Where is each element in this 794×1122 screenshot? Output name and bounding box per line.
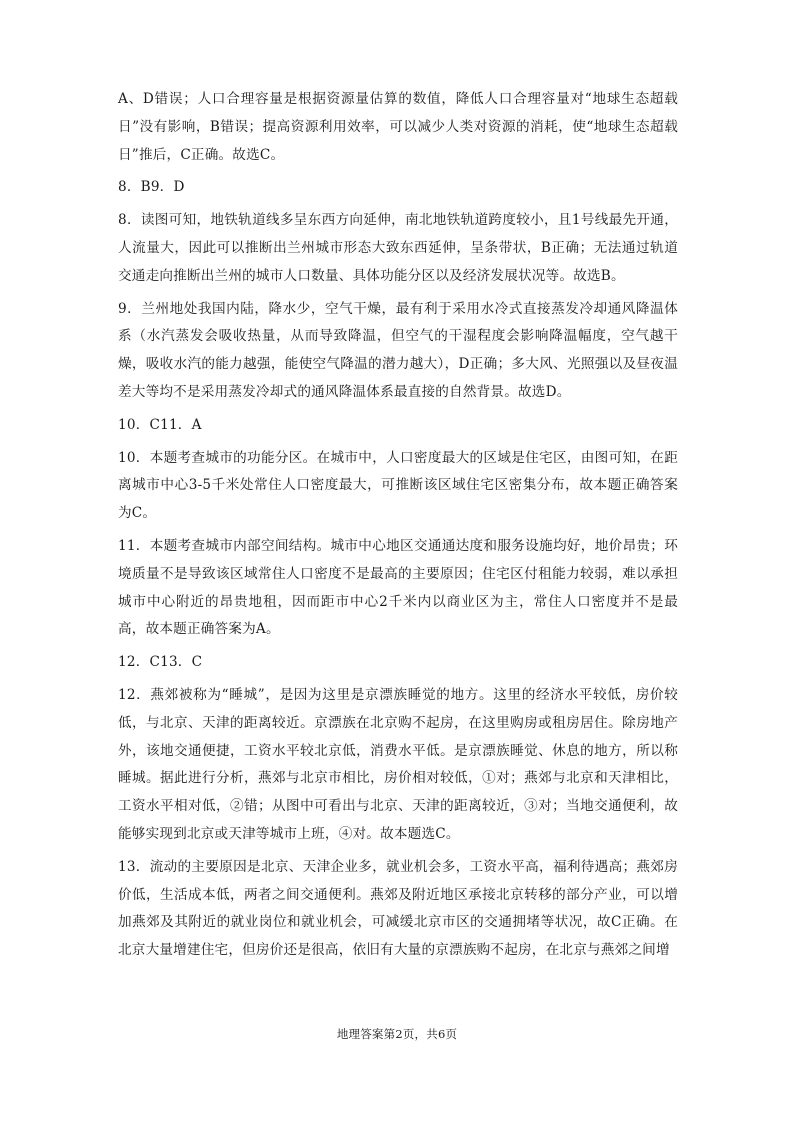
answer-line: 12．C13．C (118, 654, 203, 671)
paragraph: A、D错误；人口合理容量是根据资源量估算的数值，降低人口合理容量对“地球生态超载日”没有影响，B错误；提高资源利用效率，可以减少人类对资源的消耗，使“地球生态超载日”推后，C正确。故选C。 (118, 91, 678, 163)
answer-line: 8．B9．D (118, 179, 185, 196)
answer-line: 10．C11．A (118, 416, 202, 433)
answer-content (118, 86, 678, 970)
paragraph: 12．燕郊被称为“睡城”，是因为这里是京漂族睡觉的地方。这里的经济水平较低，房价较低，与北京、天津的距离较近。京漂族在北京购不起房，在这里购房或租房居住。除房地产外，该地交通便捷，工资水平较北京低，消费水平低。是京漂族睡觉、休息的地方，所以称睡城。据此进行分析，燕郊与北京市相比，房价相对较低，①对；燕郊与北京和天津相比，工资水平相对低，②错；从图中可看出与北京、天津的距离较近，③对；当地交通便利，故能够实现到北京或天津等城市上班，④对。故本题选C。 (118, 686, 678, 842)
paragraph: 11．本题考查城市内部空间结构。城市中心地区交通通达度和服务设施均好，地价昂贵；环境质量不是导致该区域常住人口密度不是最高的主要原因；住宅区付租能力较弱，难以承担城市中心附近的昂贵地租，因而距市中心2千米内以商业区为主，常住人口密度并不是最高，故本题正确答案为A。 (118, 537, 678, 638)
page-footer: 地理答案第2页，共6页 (336, 1027, 458, 1041)
paragraph: 9．兰州地处我国内陆，降水少，空气干燥，最有利于采用水冷式直接蒸发冷却通风降温体系（水汽蒸发会吸收热量，从而导致降温，但空气的干湿程度会影响降温幅度，空气越干燥，吸收水汽的能力越强，能使空气降温的潜力越大），D正确；多大风、光照强以及昼夜温差大等均不是采用蒸发冷却式的通风降温体系最直接的自然背景。故选D。 (118, 300, 678, 400)
paragraph: 13．流动的主要原因是北京、天津企业多，就业机会多，工资水平高，福利待遇高；燕郊房价低，生活成本低，两者之间交通便利。燕郊及附近地区承接北京转移的部分产业，可以增加燕郊及其附近的就业岗位和就业机会，可减缓北京市区的交通拥堵等状况，故C正确。在北京大量增建住宅，但房价还是很高，依旧有大量的京漂族购不起房，在北京与燕郊之间增 (118, 858, 678, 959)
paragraph: 8．读图可知，地铁轨道线多呈东西方向延伸，南北地铁轨道跨度较小，且1号线最先开通，人流量大，因此可以推断出兰州城市形态大致东西延伸，呈条带状，B正确；无法通过轨道交通走向推断出兰州的城市人口数量、具体功能分区以及经济发展状况等。故选B。 (118, 212, 678, 284)
paragraph: 10．本题考查城市的功能分区。在城市中，人口密度最大的区域是住宅区，由图可知，在距离城市中心3-5千米处常住人口密度最大，可推断该区域住宅区密集分布，故本题正确答案为C。 (118, 449, 678, 522)
